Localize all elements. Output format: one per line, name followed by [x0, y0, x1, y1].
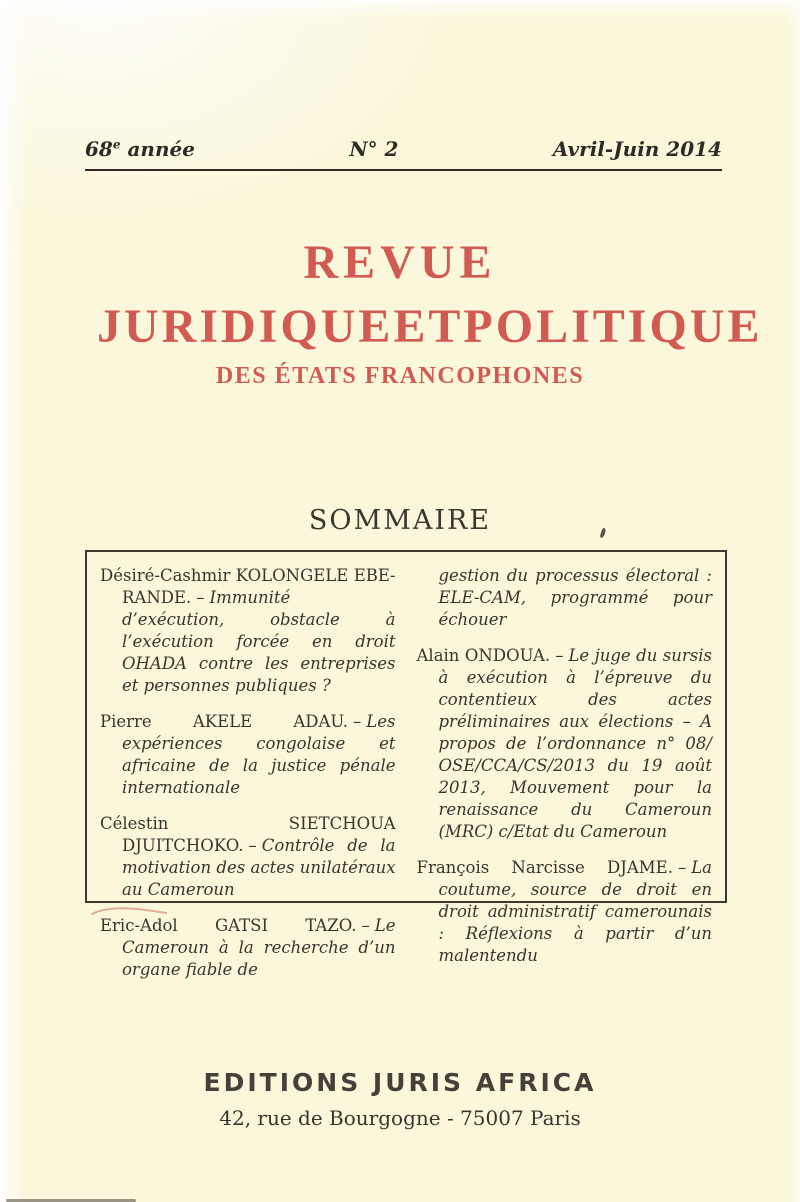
toc-box: [85, 550, 727, 979]
toc-entry-djame: [417, 857, 713, 967]
toc-left-column: [100, 565, 396, 979]
toc-entry-title: La coutume, source de droit en droit administratif camerounais : Réflexions à partir d’un malentendu: [438, 858, 712, 965]
volume-superscript: e: [112, 137, 121, 152]
toc-entry-title: Immunité d’exécution, obstacle à l’exécution forcée en droit OHADA contre les entreprises et personnes publiques ?: [122, 588, 396, 695]
toc-entry-gatsi: [100, 915, 396, 981]
toc-entry-title: Contrôle de la motivation des actes unilatéraux au Cameroun: [122, 836, 396, 899]
toc-entry-separator: –: [361, 916, 370, 935]
toc-entry-akele: [100, 711, 396, 799]
toc-entry-author: Eric-Adol GATSI TAZO.: [100, 916, 357, 935]
toc-entry-separator: –: [248, 836, 257, 855]
pen-mark: [90, 904, 170, 918]
toc-entry-title: Le juge du sursis à exécution à l’épreuve du contentieux des actes préliminaires aux élections – A propos de l’ordonnance n° 08/​OSE/​CCA/​CS/​2013 du 19 août 2013, Mouvement pour la renaissance du Cameroun (MRC) c/Etat du Cameroun: [438, 646, 712, 841]
volume-number: 68: [85, 137, 113, 161]
toc-entry-separator: –: [555, 646, 564, 665]
journal-title-line2: [97, 299, 763, 354]
journal-title-line1: REVUE: [303, 236, 497, 289]
masthead-row: [85, 137, 722, 161]
toc-entry-author: Célestin SIETCHOUA DJUITCHOKO.: [100, 814, 396, 855]
publisher-name: EDITIONS JURIS AFRICA: [203, 1068, 597, 1097]
toc-entry-ondoua: [417, 645, 713, 843]
issue-date: Avril-Juin 2014: [552, 137, 722, 161]
publisher-address: 42, rue de Bourgogne - 75007 Paris: [219, 1106, 581, 1130]
toc-entry-author: Alain ONDOUA.: [416, 646, 551, 665]
toc-entry-separator: –: [196, 588, 205, 607]
toc-heading: SOMMAIRE: [308, 505, 492, 536]
volume-word: année: [127, 137, 195, 161]
journal-subtitle: DES ÉTATS FRANCOPHONES: [215, 363, 585, 389]
toc-entry-kolongele: [100, 565, 396, 697]
toc-entry-title: Les expériences congolaise et africaine de la justice pénale internationale: [122, 712, 396, 797]
toc-entry-title: gestion du processus électoral : ELE-CAM, programmé pour échouer: [438, 566, 712, 629]
toc-entry-author: Désiré-Cashmir KOLONGELE EBERANDE.: [100, 566, 396, 607]
toc-entry-sietchoua: [100, 813, 396, 901]
masthead-rule: [85, 169, 722, 171]
toc-entry-title: Le Cameroun à la recherche d’un organe fiable de: [122, 916, 396, 979]
title-word-et: ET: [393, 300, 464, 353]
toc-right-column: [416, 565, 713, 965]
title-word-politique: POLITIQUE: [463, 300, 763, 353]
toc-entry-separator: –: [677, 858, 687, 877]
toc-entry-gatsi-continuation: [417, 565, 713, 631]
toc-entry-author: Pierre AKELE ADAU.: [100, 712, 349, 731]
toc-entry-separator: –: [353, 712, 362, 731]
issue-number: N° 2: [349, 137, 399, 161]
title-word-juridique: JURIDIQUE: [97, 300, 394, 353]
toc-entry-author: François Narcisse DJAME.: [416, 858, 673, 877]
volume-label: [85, 137, 195, 161]
